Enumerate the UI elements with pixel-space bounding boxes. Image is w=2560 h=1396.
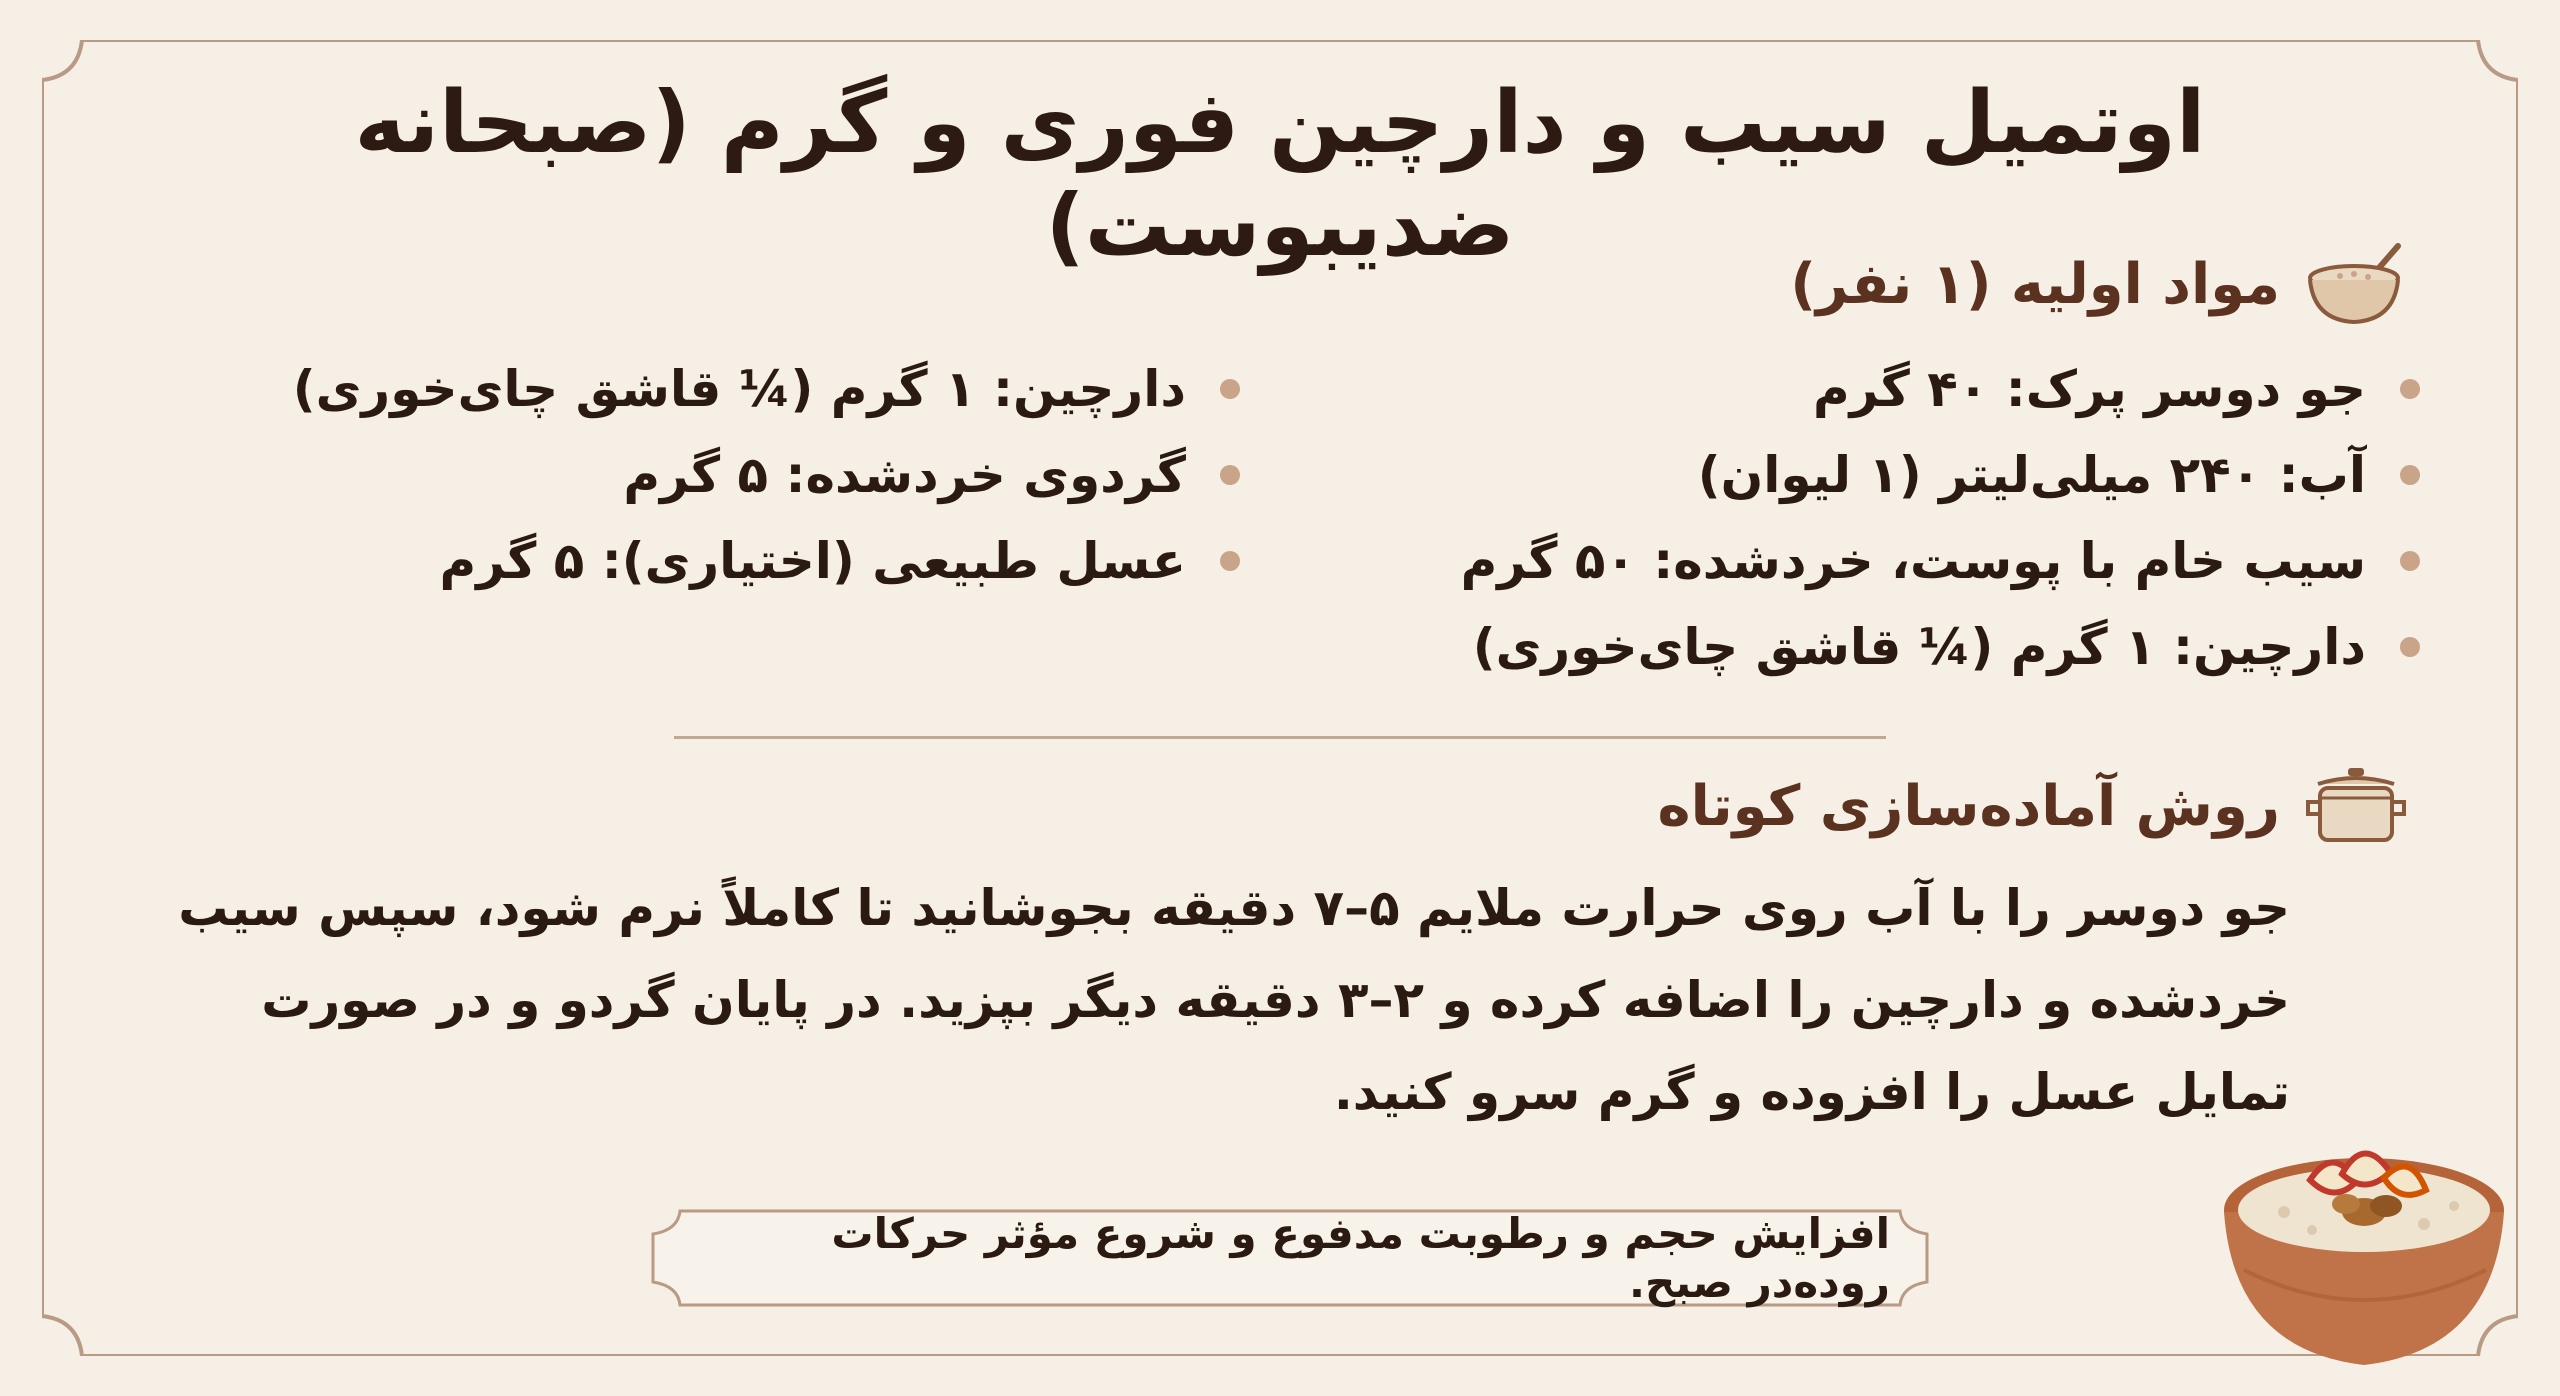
list-item: جو دوسر پرک: ۴۰ گرم xyxy=(1461,346,2420,432)
list-item: دارچین: ۱ گرم (¼ قاشق چای‌خوری) xyxy=(293,346,1240,432)
list-item: گردوی خردشده: ۵ گرم xyxy=(293,432,1240,518)
bullet-dot xyxy=(2400,551,2420,571)
bullet-dot xyxy=(1220,379,1240,399)
bullet-dot xyxy=(2400,637,2420,657)
bullet-dot xyxy=(2400,465,2420,485)
benefit-note xyxy=(650,1208,1930,1308)
list-item: آب: ۲۴۰ میلی‌لیتر (۱ لیوان) xyxy=(1461,432,2420,518)
method-heading-label: روش آماده‌سازی کوتاه xyxy=(1657,773,2280,839)
list-item: عسل طبیعی (اختیاری): ۵ گرم xyxy=(293,518,1240,604)
cooking-pot-icon xyxy=(2302,762,2410,850)
oatmeal-bowl-illustration xyxy=(2214,1120,2514,1380)
method-heading xyxy=(1658,762,2410,850)
section-divider xyxy=(674,736,1886,739)
list-item: دارچین: ۱ گرم (¼ قاشق چای‌خوری) xyxy=(1461,604,2420,690)
bullet-dot xyxy=(1220,465,1240,485)
oat-bowl-icon xyxy=(2302,240,2410,328)
method-text: جو دوسر را با آب روی حرارت ملایم ۵–۷ دقیقه بجوشانید تا کاملاً نرم شود، سپس سیب خردشده و دارچین را اضافه کرده و ۲–۳ دقیقه دیگر بپزید. در پایان گردو و در صورت تمایل عسل را افزوده و گرم سرو کنید. xyxy=(178,879,2290,1121)
ingredients-heading-label: مواد اولیه (۱ نفر) xyxy=(1790,251,2280,317)
list-item: سیب خام با پوست، خردشده: ۵۰ گرم xyxy=(1461,518,2420,604)
ingredients-list-left xyxy=(293,346,1240,604)
bullet-dot xyxy=(2400,379,2420,399)
benefit-note-text: افزایش حجم و رطوبت مدفوع و شروع مؤثر حرکات روده‌در صبح. xyxy=(831,1209,1890,1307)
ingredients-heading xyxy=(1790,240,2410,328)
page-title: اوتمیل سیب و دارچین فوری و گرم (صبحانه ضدیبوست) xyxy=(354,73,2206,277)
ingredients-list-right xyxy=(1461,346,2420,690)
bullet-dot xyxy=(1220,551,1240,571)
